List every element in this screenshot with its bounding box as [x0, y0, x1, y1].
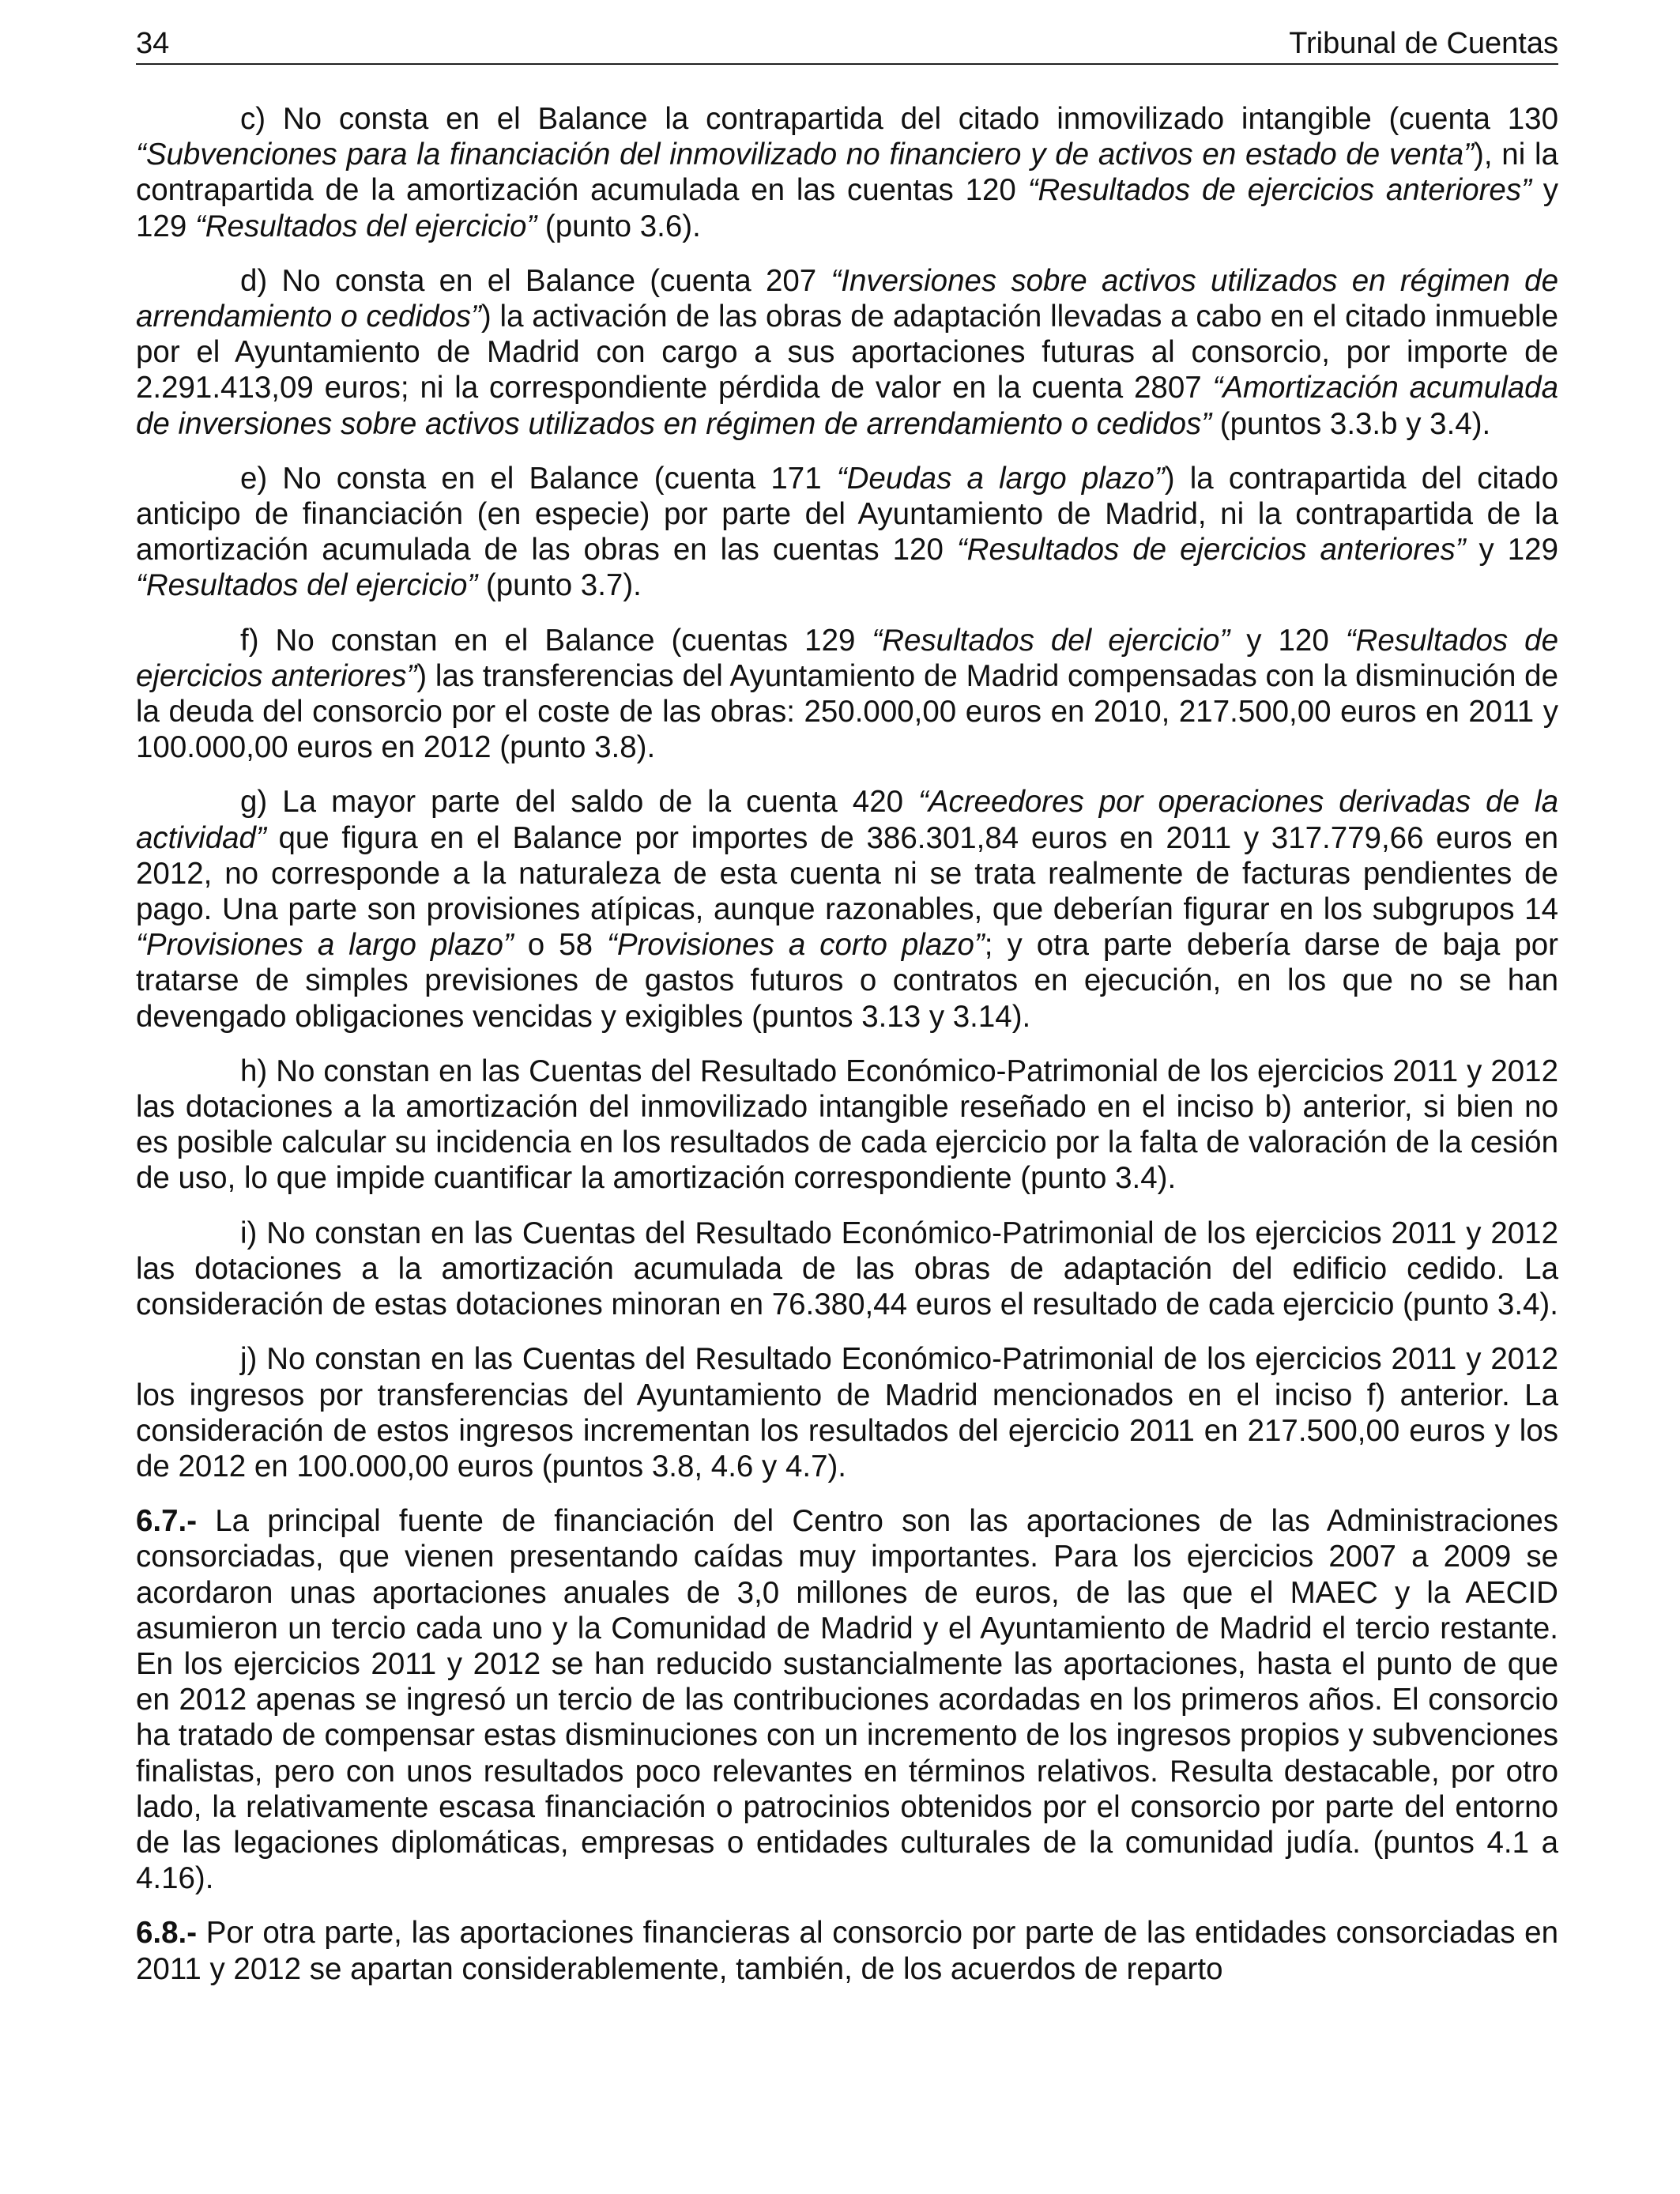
text-run: ) la activación de las obras de adaptación llevadas a cabo en el citado inmueble por el Ayuntamiento de Madrid con cargo a sus aportaciones futuras al consorcio, por importe de 2.291.413,09 euros; ni la correspondiente pérdida de valor en la cuenta 2807	[136, 300, 1558, 405]
text-run: ) la contrapartida del citado anticipo de financiación (en especie) por parte del Ayuntamiento de Madrid, ni la contrapartida de la amortización acumulada de las obras en las cuentas 120	[136, 461, 1558, 567]
document-body	[136, 101, 1558, 2006]
paragraph-h: h) No constan en las Cuentas del Resultado Económico-Patrimonial de los ejercicios 2011 y 2012 las dotaciones a la amortización del inmovilizado intangible reseñado en el inciso b) anterior, si bien no es posible calcular su incidencia en los resultados de cada ejercicio por la falta de valoración de la cesión de uso, lo que impide cuantificar la amortización correspondiente (punto 3.4).	[136, 1054, 1558, 1196]
page-header	[136, 24, 1558, 65]
italic-account-name: “Resultados del ejercicio”	[194, 209, 537, 243]
text-run: y 129	[136, 173, 1558, 243]
italic-account-name: “Resultados de ejercicios anteriores”	[956, 533, 1466, 567]
text-run: (punto 3.6).	[537, 209, 701, 243]
text-run: y 120	[1230, 623, 1346, 658]
paragraph-g	[136, 784, 1558, 1034]
paragraph-f	[136, 623, 1558, 766]
italic-account-name: “Deudas a largo plazo”	[836, 461, 1165, 496]
section-6-8	[136, 1915, 1558, 1986]
paragraph-i: i) No constan en las Cuentas del Resultado Económico-Patrimonial de los ejercicios 2011 y 2012 las dotaciones a la amortización acumulada de las obras de adaptación del edificio cedido. La consideración de estas dotaciones minoran en 76.380,44 euros el resultado de cada ejercicio (punto 3.4).	[136, 1216, 1558, 1322]
text-run: g) La mayor parte del saldo de la cuenta 420	[240, 785, 919, 820]
section-6-7	[136, 1503, 1558, 1896]
text-run: ), ni la contrapartida de la amortización acumulada en las cuentas 120	[136, 138, 1558, 208]
section-text: Por otra parte, las aportaciones financieras al consorcio por parte de las entidades consorciadas en 2011 y 2012 se apartan considerablemente, también, de los acuerdos de reparto	[136, 1916, 1558, 1986]
text-run: d) No consta en el Balance (cuenta 207	[240, 263, 831, 298]
text-run: ) las transferencias del Ayuntamiento de Madrid compensadas con la disminución de la deuda del consorcio por el coste de las obras: 250.000,00 euros en 2010, 217.500,00 euros en 2011 y 100.000,00 euros en 2012 (punto 3.8).	[136, 658, 1558, 765]
text-run: c) No consta en el Balance la contrapartida del citado inmovilizado intangible (cuenta 130	[240, 102, 1558, 136]
italic-account-name: “Inversiones sobre activos utilizados en régimen de arrendamiento o cedidos”	[136, 263, 1558, 334]
italic-account-name: “Provisiones a corto plazo”	[607, 928, 985, 963]
text-run: o 58	[513, 928, 608, 963]
italic-account-name: “Resultados del ejercicio”	[872, 623, 1230, 658]
section-number: 6.7.-	[136, 1504, 198, 1539]
text-run: (puntos 3.3.b y 3.4).	[1211, 406, 1491, 441]
header-title: Tribunal de Cuentas	[1289, 27, 1558, 60]
italic-account-name: “Amortización acumulada de inversiones sobre activos utilizados en régimen de arrendamiento o cedidos”	[136, 371, 1558, 441]
text-run: ; y otra parte debería darse de baja por tratarse de simples previsiones de gastos futuros o contratos en ejecución, en los que no se han devengado obligaciones vencidas y exigibles (puntos 3.13 y 3.14).	[136, 928, 1558, 1034]
section-text: La principal fuente de financiación del Centro son las aportaciones de las Administraciones consorciadas, que vienen presentando caídas muy importantes. Para los ejercicios 2007 a 2009 se acordaron unas aportaciones anuales de 3,0 millones de euros, de las que el MAEC y la AECID asumieron un tercio cada uno y la Comunidad de Madrid y el Ayuntamiento de Madrid el tercio restante. En los ejercicios 2011 y 2012 se han reducido sustancialmente las aportaciones, hasta el punto de que en 2012 apenas se ingresó un tercio de las contribuciones acordadas en los primeros años. El consorcio ha tratado de compensar estas disminuciones con un incremento de los ingresos propios y subvenciones finalistas, pero con unos resultados poco relevantes en términos relativos. Resulta destacable, por otro lado, la relativamente escasa financiación o patrocinios obtenidos por el consorcio por parte del entorno de las legaciones diplomáticas, empresas o entidades culturales de la comunidad judía. (puntos 4.1 a 4.16).	[136, 1504, 1558, 1896]
paragraph-d	[136, 263, 1558, 442]
italic-account-name: “Provisiones a largo plazo”	[136, 928, 514, 963]
paragraph-c	[136, 101, 1558, 244]
text-run: y 129	[1465, 533, 1558, 567]
text-run: que figura en el Balance por importes de 386.301,84 euros en 2011 y 317.779,66 euros en 2012, no corresponde a la naturaleza de esta cuenta ni se trata realmente de facturas pendientes de pago. Una parte son provisiones atípicas, aunque razonables, que deberían figurar en los subgrupos 14	[136, 820, 1558, 927]
paragraph-e	[136, 461, 1558, 604]
text-run: e) No consta en el Balance (cuenta 171	[240, 461, 837, 496]
page-number: 34	[136, 27, 170, 60]
italic-account-name: “Resultados de ejercicios anteriores”	[136, 623, 1558, 693]
italic-account-name: “Resultados del ejercicio”	[136, 568, 478, 603]
text-run: (punto 3.7).	[477, 568, 642, 603]
paragraph-j: j) No constan en las Cuentas del Resultado Económico-Patrimonial de los ejercicios 2011 y 2012 los ingresos por transferencias del Ayuntamiento de Madrid mencionados en el inciso f) anterior. La consideración de estos ingresos incrementan los resultados del ejercicio 2011 en 217.500,00 euros y los de 2012 en 100.000,00 euros (puntos 3.8, 4.6 y 4.7).	[136, 1342, 1558, 1483]
italic-account-name: “Acreedores por operaciones derivadas de la actividad”	[136, 785, 1558, 855]
italic-account-name: “Resultados de ejercicios anteriores”	[1027, 173, 1531, 208]
text-run: f) No constan en el Balance (cuentas 129	[240, 623, 872, 658]
section-number: 6.8.-	[136, 1916, 198, 1951]
italic-account-name: “Subvenciones para la financiación del inmovilizado no financiero y de activos en estado de venta”	[136, 138, 1474, 172]
